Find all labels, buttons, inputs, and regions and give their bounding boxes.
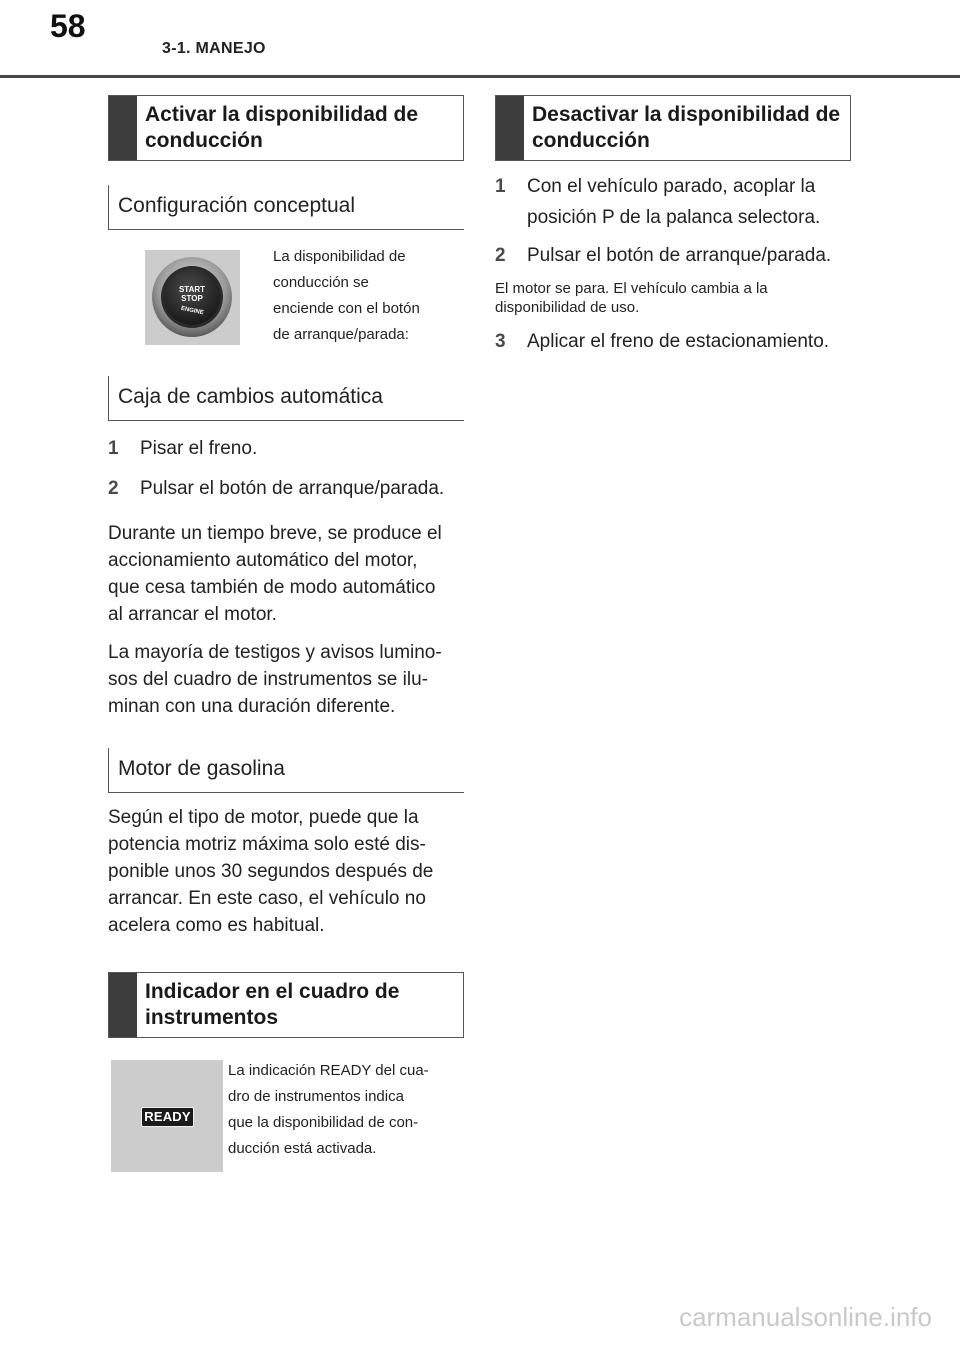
caption-line: que la disponibilidad de con- bbox=[228, 1114, 419, 1131]
para-line: accionamiento automático del motor, bbox=[108, 550, 418, 571]
para-line: al arrancar el motor. bbox=[108, 604, 277, 625]
step-number: 1 bbox=[495, 176, 506, 197]
step-number: 2 bbox=[495, 245, 506, 266]
button-text-start: START bbox=[178, 285, 206, 294]
para-line: arrancar. En este caso, el vehículo no bbox=[108, 888, 426, 909]
start-button-image bbox=[145, 250, 240, 345]
step-text: Aplicar el freno de estacionamiento. bbox=[527, 331, 830, 352]
para-line: minan con una duración diferente. bbox=[108, 696, 396, 717]
caption-line: conducción se bbox=[273, 274, 369, 291]
section-box-activate bbox=[108, 95, 464, 161]
step-item bbox=[495, 240, 851, 271]
para-line: potencia motriz máxima solo esté dis- bbox=[108, 834, 426, 855]
section-box-deactivate bbox=[495, 95, 851, 161]
section-bar bbox=[109, 96, 137, 160]
note-engine-stop bbox=[495, 279, 851, 317]
step-item bbox=[495, 171, 851, 233]
step-item bbox=[108, 433, 464, 464]
step-item bbox=[108, 473, 464, 504]
subhead-automatic-label: Caja de cambios automática bbox=[118, 385, 383, 408]
paragraph-gasoline bbox=[108, 804, 464, 939]
subhead-gasoline-label: Motor de gasolina bbox=[118, 757, 285, 780]
section-bar bbox=[496, 96, 524, 160]
step-text-line: Con el vehículo parado, acoplar la bbox=[527, 176, 816, 197]
note-line: disponibilidad de uso. bbox=[495, 299, 640, 316]
caption-line: La disponibilidad de bbox=[273, 248, 406, 265]
steps-activate bbox=[108, 433, 464, 504]
figure1-caption bbox=[273, 244, 420, 348]
section-box-indicator bbox=[108, 972, 464, 1038]
caption-line: ducción está activada. bbox=[228, 1140, 377, 1157]
figure-ready bbox=[108, 1060, 464, 1172]
caption-line: La indicación READY del cua- bbox=[228, 1062, 429, 1079]
step-text-line: posición P de la palanca selectora. bbox=[527, 207, 821, 228]
para-line: que cesa también de modo automático bbox=[108, 577, 436, 598]
ready-badge: READY bbox=[141, 1107, 194, 1127]
caption-line: enciende con el botón bbox=[273, 300, 420, 317]
subhead-concept bbox=[108, 185, 464, 230]
paragraph-auto-start bbox=[108, 520, 464, 628]
step-text: Pulsar el botón de arranque/parada. bbox=[140, 478, 445, 499]
step-text: Pulsar el botón de arranque/parada. bbox=[527, 245, 832, 266]
header-rule bbox=[0, 75, 960, 78]
watermark: carmanualsonline.info bbox=[679, 1302, 932, 1332]
caption-line: dro de instrumentos indica bbox=[228, 1088, 404, 1105]
page-number: 58 bbox=[50, 8, 86, 44]
subhead-concept-label: Configuración conceptual bbox=[118, 194, 355, 217]
button-text-stop: STOP bbox=[181, 294, 203, 303]
section-bar bbox=[109, 973, 137, 1037]
para-line: sos del cuadro de instrumentos se ilu- bbox=[108, 669, 428, 690]
step-number: 1 bbox=[108, 438, 119, 459]
para-line: acelera como es habitual. bbox=[108, 915, 325, 936]
para-line: Durante un tiempo breve, se produce el bbox=[108, 523, 442, 544]
subhead-automatic bbox=[108, 376, 464, 421]
caption-line: de arranque/parada: bbox=[273, 326, 409, 343]
note-line: El motor se para. El vehículo cambia a la bbox=[495, 280, 768, 297]
para-line: ponible unos 30 segundos después de bbox=[108, 861, 434, 882]
chapter-title: 3-1. MANEJO bbox=[162, 40, 266, 57]
button-text-engine: ENGINE bbox=[180, 305, 205, 317]
steps-deactivate bbox=[495, 171, 851, 357]
figure2-caption bbox=[228, 1058, 429, 1172]
left-column bbox=[108, 95, 464, 1172]
start-stop-button-icon bbox=[151, 256, 233, 338]
figure-start-button bbox=[108, 250, 464, 348]
step-number: 2 bbox=[108, 478, 119, 499]
section-title-activate: Activar la disponibilidad de conducción bbox=[145, 103, 419, 152]
step-item bbox=[495, 326, 851, 357]
section-title-deactivate: Desactivar la disponibilidad de conducción bbox=[532, 103, 841, 152]
para-line: La mayoría de testigos y avisos lumino- bbox=[108, 642, 442, 663]
para-line: Según el tipo de motor, puede que la bbox=[108, 807, 419, 828]
step-number: 3 bbox=[495, 331, 506, 352]
subhead-gasoline bbox=[108, 748, 464, 793]
paragraph-indicators bbox=[108, 639, 464, 720]
ready-indicator-image bbox=[111, 1060, 223, 1172]
step-text: Pisar el freno. bbox=[140, 438, 258, 459]
right-column bbox=[495, 95, 851, 357]
section-title-indicator: Indicador en el cuadro de instrumentos bbox=[145, 980, 400, 1029]
